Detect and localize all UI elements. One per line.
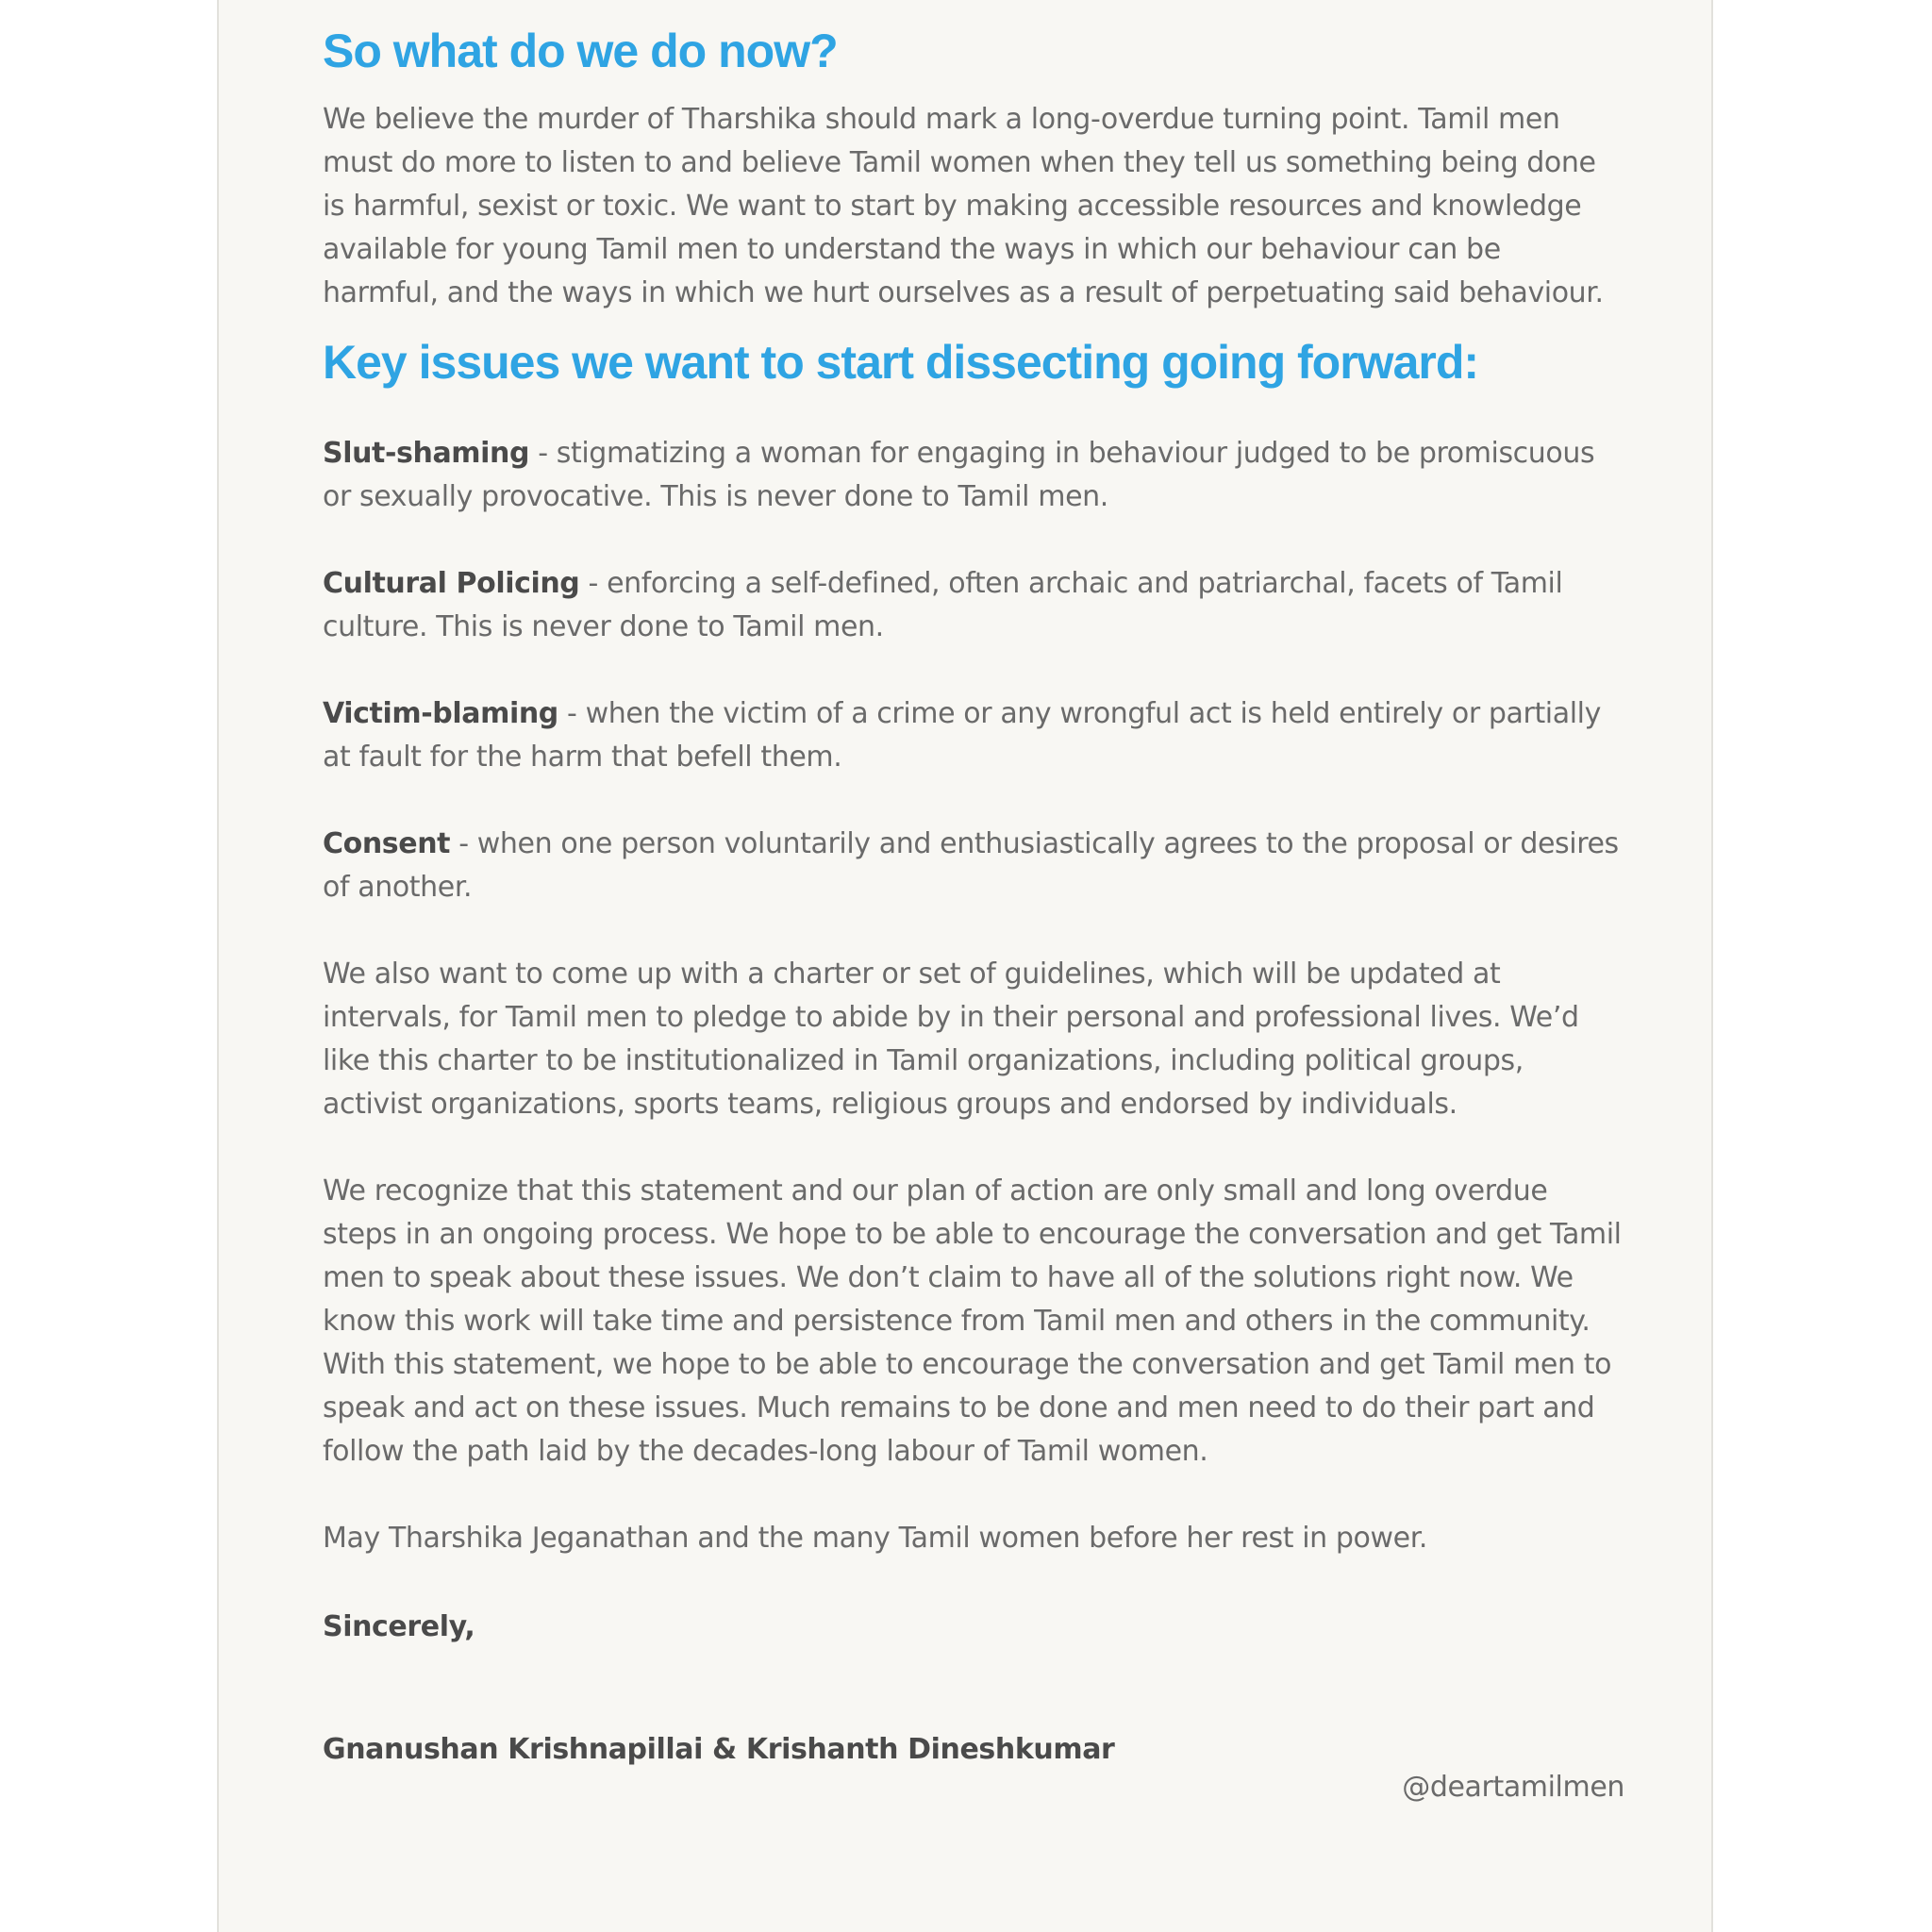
charter-paragraph: We also want to come up with a charter or set of guidelines, which will be updated at intervals, for Tamil men to pledge to abide by in their personal and professional lives. We’d like this charter to be institutionalized in Tamil organizations, including political groups, activist organizations, sports teams, religious groups and endorsed by individuals.: [323, 958, 1579, 1121]
signatories: Gnanushan Krishnapillai & Krishanth Dineshkumar: [323, 1733, 1115, 1766]
closing-salutation: Sincerely,: [323, 1610, 475, 1643]
intro-paragraph: We believe the murder of Tharshika should mark a long-overdue turning point. Tamil men must do more to listen to and believe Tamil women when they tell us something being done is harmful, sexist or toxic. We want to start by making accessible resources and knowledge available for young Tamil men to understand the ways in which our behaviour can be harmful, and the ways in which we hurt ourselves as a result of perpetuating said behaviour.: [323, 103, 1604, 309]
issue-consent: [323, 823, 1624, 909]
issue-term: Cultural Policing: [323, 567, 580, 600]
issue-term: Victim-blaming: [323, 697, 558, 730]
issue-definition: - stigmatizing a woman for engaging in behaviour judged to be promiscuous or sexually provocative. This is never done to Tamil men.: [323, 437, 1595, 513]
issue-definition: - when the victim of a crime or any wrongful act is held entirely or partially at fault for the harm that befell them.: [323, 697, 1601, 774]
memorial-line: May Tharshika Jeganathan and the many Tamil women before her rest in power.: [323, 1522, 1428, 1555]
recognition-paragraph: We recognize that this statement and our plan of action are only small and long overdue steps in an ongoing process. We hope to be able to encourage the conversation and get Tamil men to speak about these issues. We don’t claim to have all of the solutions right now. We know this work will take time and persistence from Tamil men and others in the community. With this statement, we hope to be able to encourage the conversation and get Tamil men to speak and act on these issues. Much remains to be done and men need to do their part and follow the path laid by the decades-long labour of Tamil women.: [323, 1174, 1622, 1468]
issue-term: Consent: [323, 827, 451, 860]
social-handle: @deartamilmen: [1402, 1771, 1624, 1804]
issue-definition: - when one person voluntarily and enthusiastically agrees to the proposal or desires of another.: [323, 827, 1619, 904]
heading-key-issues: Key issues we want to start dissecting going forward:: [323, 336, 1479, 389]
issue-victim-blaming: [323, 692, 1624, 779]
issue-cultural-policing: [323, 562, 1624, 649]
heading-what-now: So what do we do now?: [323, 25, 838, 77]
issue-term: Slut-shaming: [323, 437, 530, 470]
issue-definition: - enforcing a self-defined, often archaic and patriarchal, facets of Tamil culture. This is never done to Tamil men.: [323, 567, 1563, 643]
document-page: [217, 0, 1713, 1932]
issue-slut-shaming: [323, 432, 1624, 519]
document-content: [323, 21, 1624, 1809]
